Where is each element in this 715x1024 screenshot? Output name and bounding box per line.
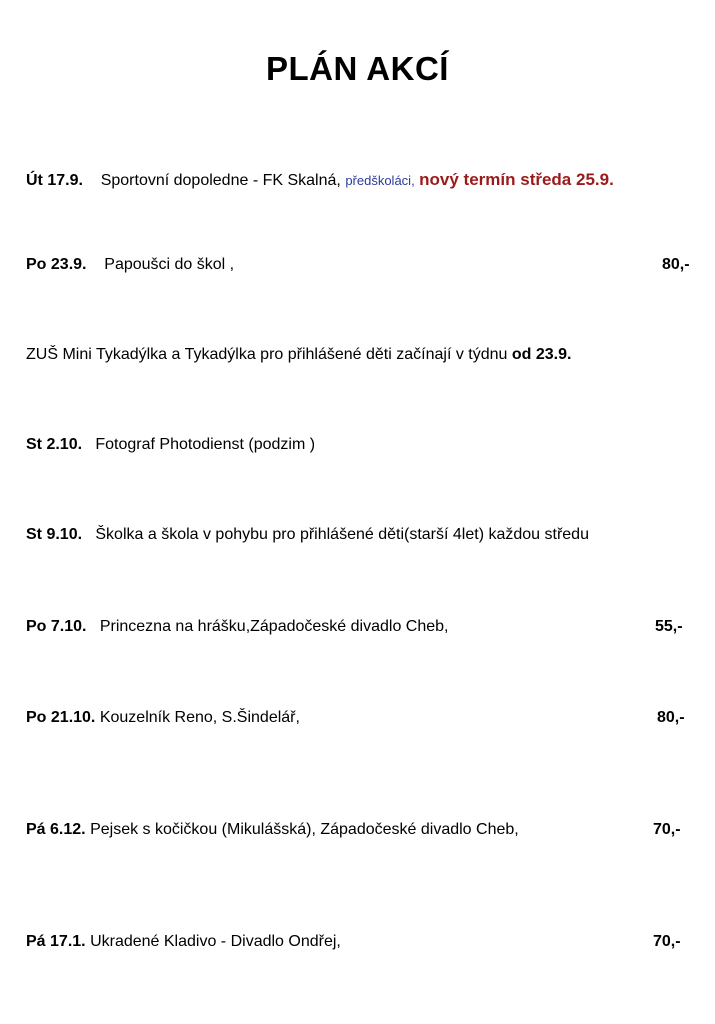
event-price: 80,- — [657, 709, 685, 726]
event-note: předškoláci — [345, 173, 412, 188]
event-price: 70,- — [653, 821, 681, 838]
page-title: PLÁN AKCÍ — [266, 50, 449, 87]
event-date: Pá 6.12. — [26, 821, 86, 838]
event-text: Pejsek s kočičkou (Mikulášská), Západočeské divadlo Cheb, — [90, 821, 519, 838]
event-row — [26, 345, 571, 365]
event-date: Po 23.9. — [26, 256, 87, 273]
event-price: 70,- — [653, 933, 681, 950]
event-new-date: nový termín středa 25.9. — [419, 170, 614, 189]
event-date: Po 21.10. — [26, 709, 96, 726]
event-date: Po 7.10. — [26, 618, 87, 635]
event-row — [26, 932, 341, 952]
event-text: ZUŠ Mini Tykadýlka a Tykadýlka pro přihlášené děti začínají v týdnu — [26, 346, 508, 363]
event-row — [26, 170, 614, 191]
event-price: 80,- — [662, 256, 690, 273]
event-date: St 9.10. — [26, 526, 83, 543]
event-row — [26, 435, 315, 455]
event-text: Kouzelník Reno, S.Šindelář, — [99, 709, 300, 726]
event-note-separator: , — [411, 173, 415, 188]
event-text: Fotograf Photodienst (podzim ) — [95, 436, 316, 453]
event-start-date: od 23.9. — [511, 346, 572, 363]
event-row — [26, 617, 448, 637]
event-text: Školka a škola v pohybu pro přihlášené děti(starší 4let) každou středu — [95, 526, 589, 543]
event-text: Sportovní dopoledne - FK Skalná, — [100, 172, 341, 189]
event-text: Papoušci do škol , — [104, 256, 235, 273]
event-row — [26, 255, 234, 275]
event-text: Princezna na hrášku,Západočeské divadlo Cheb, — [99, 618, 449, 635]
event-row — [26, 708, 300, 728]
event-date: Pá 17.1. — [26, 933, 86, 950]
event-date: Út 17.9. — [26, 172, 83, 189]
event-row — [26, 820, 519, 840]
event-row — [26, 525, 589, 545]
event-text: Ukradené Kladivo - Divadlo Ondřej, — [90, 933, 341, 950]
event-date: St 2.10. — [26, 436, 83, 453]
event-price: 55,- — [655, 618, 683, 635]
